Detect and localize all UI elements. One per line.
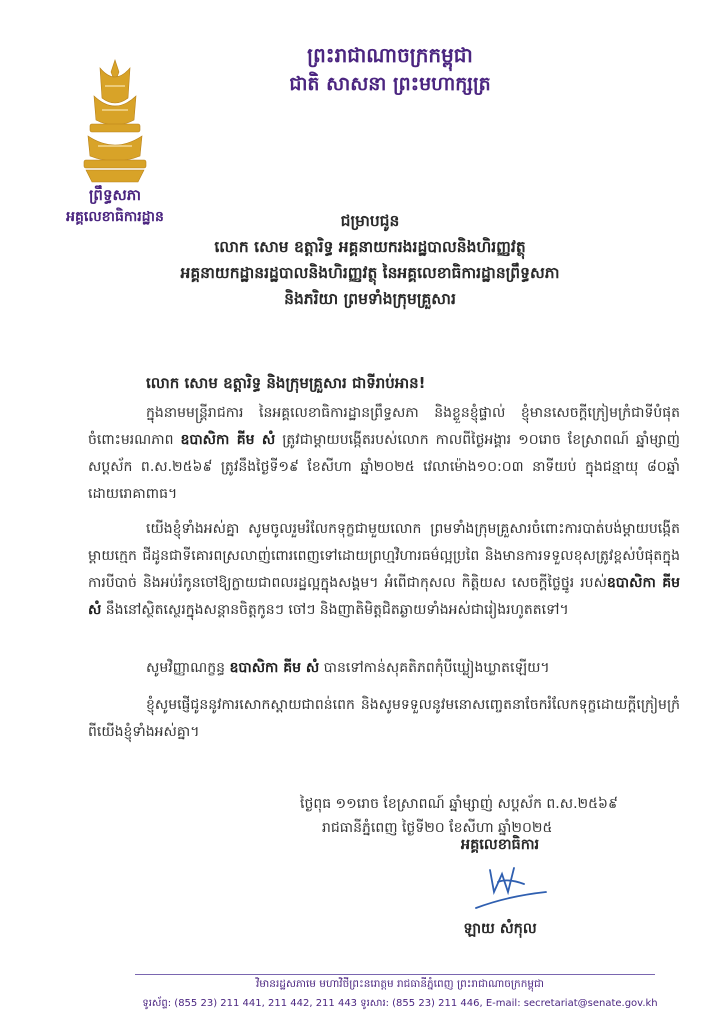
- kingdom-motto: ជាតិ សាសនា ព្រះមហាក្សត្រ: [289, 73, 491, 95]
- paragraph-text: នឹងនៅស្ថិតស្ថេរក្នុងសន្តានចិត្តកូនៗ ចៅៗ និងញាតិមិត្តជិតឆ្ងាយទាំងអស់ជារៀងរហូតតទៅ។: [101, 602, 569, 618]
- signer-title: អគ្គលេខាធិការ: [460, 837, 540, 853]
- recipient-department: អគ្គនាយកដ្ឋានរដ្ឋបាលនិងហិរញ្ញវត្ថុ នៃអគ្គលេខាធិការដ្ឋានព្រឹទ្ធសភា: [180, 264, 560, 282]
- recipient-line: លោក សោម ឧត្តារិទ្ធ អគ្គនាយករងរដ្ឋបាលនិងហិរញ្ញវត្ថុ: [214, 238, 526, 256]
- institution-department: អគ្គលេខាធិការដ្ឋាន: [66, 209, 164, 225]
- paragraph-closing: ខ្ញុំសូមផ្ញើជូននូវការសោកស្តាយជាពន់ពេក និងសូមទទួលនូវមនោសញ្ចេតនាចែករំលែកទុក្ខដោយក្តីក្រៀមក្រំ ពីយើងខ្ញុំទាំងអស់គ្នា។: [88, 697, 680, 740]
- date-solar: រាជធានីភ្នំពេញ ថ្ងៃទី២០ ខែសីហា ឆ្នាំ២០២៥: [322, 820, 553, 836]
- kingdom-heading: ព្រះរាជាណាចក្រកម្ពុជា: [307, 43, 473, 67]
- paragraph-text: យើងខ្ញុំទាំងអស់គ្នា សូមចូលរួមរំលែកទុក្ខជាមួយលោក ព្រមទាំងក្រុមគ្រួសារចំពោះការបាត់បង់ម្តាយបង្កើត ម្តាយក្មេក ជីដូនជាទីគោរពស្រលាញ់ពោរពេញទៅដោយព្រហ្មវិហារធម៌ល្អប្រពៃ និងមានការទទួលខុសត្រូវខ្ពស់បំផុតក្នុងការបីបាច់ និងអប់រំកូនចៅឱ្យក្លាយជាពលរដ្ឋល្អក្នុងសង្គម។ អំពើជាកុសល កិត្តិយស សេចក្តីថ្លៃថ្នូរ របស់: [88, 521, 680, 591]
- signer-name: ឡាយ សំកុល: [463, 921, 537, 937]
- salutation: លោក សោម ឧត្តារិទ្ធ និងក្រុមគ្រួសារ ជាទីរាប់អាន!: [146, 374, 426, 392]
- deceased-name: ឧបាសិកា គីម សំ: [229, 660, 320, 676]
- footer-contact: ទូរស័ព្ទ: (855 23) 211 441, 211 442, 211 443 ទូរសារ: (855 23) 211 446, E-mail: secretariat@senate.gov.kh: [142, 998, 658, 1009]
- paragraph-condolence: [88, 400, 680, 508]
- paragraph-blessing: [88, 655, 680, 682]
- senate-emblem-logo: [80, 58, 150, 186]
- institution-name: ព្រឹទ្ធសភា: [88, 186, 142, 204]
- handwritten-signature: [468, 862, 550, 916]
- announcement-title: ជម្រាបជូន: [340, 212, 400, 230]
- paragraph-text: ក្នុងនាមមន្ត្រីរាជការ នៃអគ្គលេខាធិការដ្ឋានព្រឹទ្ធសភា និងខ្លួនខ្ញុំផ្ទាល់ ខ្ញុំមានសេចក្តីក្រៀមក្រំជាទីបំផុតចំពោះមរណភាព: [88, 405, 680, 448]
- paragraph-sympathy: [88, 516, 680, 624]
- paragraph-text: ត្រូវជាម្តាយបង្កើតរបស់លោក កាលពីថ្ងៃអង្គារ ១០រោច ខែស្រាពណ៍ ឆ្នាំម្សាញ់ សប្តស័ក ព.ស.២៥៦៩ ត្រូវនឹងថ្ងៃទី១៩ ខែសីហា ឆ្នាំ២០២៥ វេលាម៉ោង១០:០៣ នាទីយប់ ក្នុងជន្មាយុ ៨០ឆ្នាំ ដោយរោគាពាធ។: [88, 432, 681, 502]
- paragraph-text: បានទៅកាន់សុគតិភពកុំបីឃ្លៀងឃ្លាតឡើយ។: [319, 660, 550, 676]
- footer-address: វិមានរដ្ឋសភាមេ មហាវិថីព្រះនរោត្តម រាជធានីភ្នំពេញ ព្រះរាជាណាចក្រកម្ពុជា: [255, 978, 545, 990]
- date-lunar: ថ្ងៃពុធ ១១រោច ខែស្រាពណ៍ ឆ្នាំម្សាញ់ សប្តស័ក ព.ស.២៥៦៩: [300, 796, 618, 812]
- deceased-name: ឧបាសិកា គីម សំ: [180, 432, 276, 448]
- footer-divider: [135, 974, 655, 975]
- deceased-name: ឧបាសិកា គីម សំ: [88, 575, 680, 618]
- recipient-family: និងភរិយា ព្រមទាំងក្រុមគ្រួសារ: [284, 290, 456, 308]
- paragraph-text: សូមវិញ្ញាណក្ខន្ធ: [146, 660, 230, 676]
